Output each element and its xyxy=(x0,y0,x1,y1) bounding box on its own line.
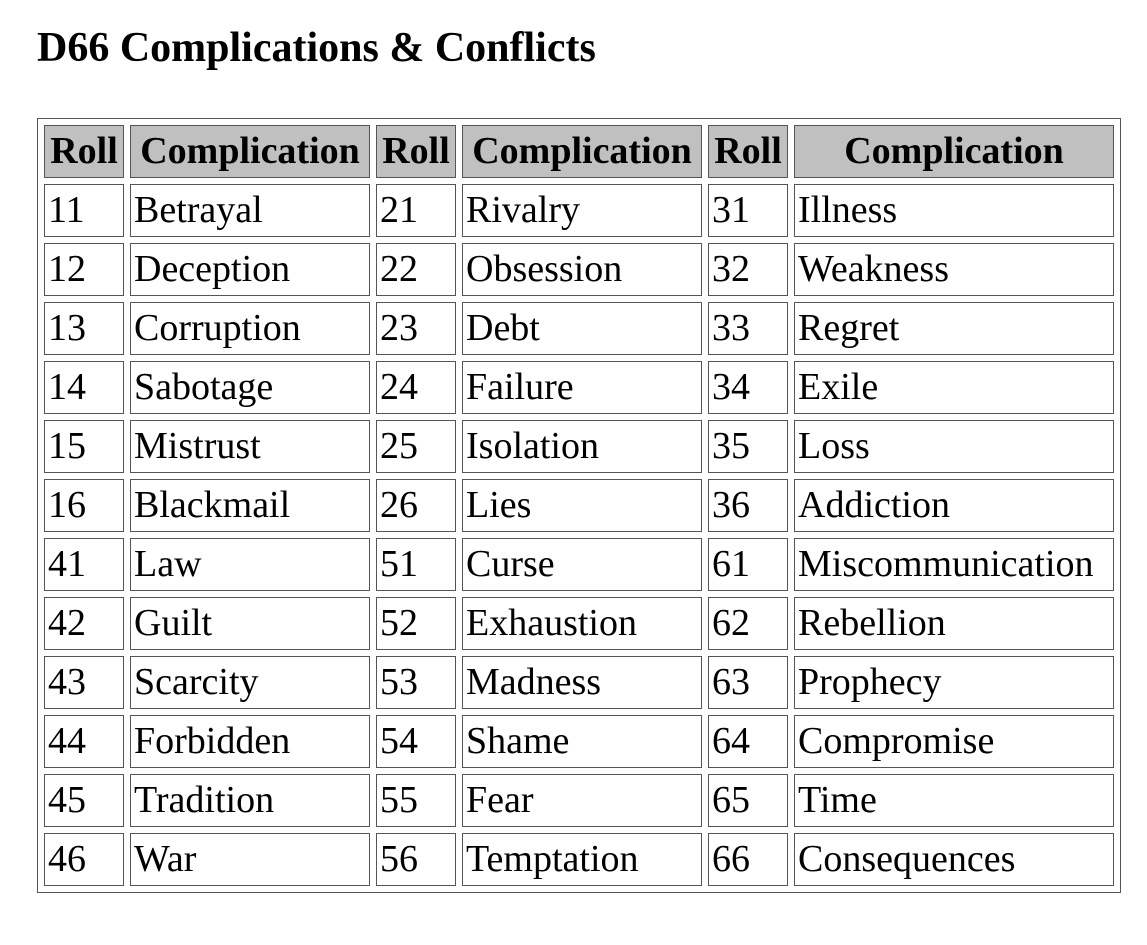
roll-cell: 16 xyxy=(44,479,124,532)
table-row xyxy=(44,597,1114,650)
complication-cell: Consequences xyxy=(794,833,1114,886)
complication-cell: Exile xyxy=(794,361,1114,414)
roll-cell: 45 xyxy=(44,774,124,827)
roll-cell: 43 xyxy=(44,656,124,709)
roll-cell: 44 xyxy=(44,715,124,768)
complication-cell: Compromise xyxy=(794,715,1114,768)
header-roll-2: Roll xyxy=(376,125,456,178)
complication-cell: Fear xyxy=(462,774,702,827)
roll-cell: 23 xyxy=(376,302,456,355)
roll-cell: 31 xyxy=(708,184,788,237)
complication-cell: Rivalry xyxy=(462,184,702,237)
complication-cell: Guilt xyxy=(130,597,370,650)
table-row xyxy=(44,656,1114,709)
table-row xyxy=(44,715,1114,768)
roll-cell: 11 xyxy=(44,184,124,237)
roll-cell: 62 xyxy=(708,597,788,650)
complication-cell: Obsession xyxy=(462,243,702,296)
roll-cell: 51 xyxy=(376,538,456,591)
complication-cell: Prophecy xyxy=(794,656,1114,709)
complication-cell: Madness xyxy=(462,656,702,709)
roll-cell: 52 xyxy=(376,597,456,650)
complication-cell: Corruption xyxy=(130,302,370,355)
roll-cell: 13 xyxy=(44,302,124,355)
table-row xyxy=(44,243,1114,296)
roll-cell: 14 xyxy=(44,361,124,414)
complication-cell: Regret xyxy=(794,302,1114,355)
roll-cell: 41 xyxy=(44,538,124,591)
table-row xyxy=(44,420,1114,473)
table-row xyxy=(44,479,1114,532)
header-complication-2: Complication xyxy=(462,125,702,178)
roll-cell: 55 xyxy=(376,774,456,827)
roll-cell: 63 xyxy=(708,656,788,709)
complication-cell: Curse xyxy=(462,538,702,591)
table-row xyxy=(44,833,1114,886)
table-header-row xyxy=(44,125,1114,178)
complication-cell: Scarcity xyxy=(130,656,370,709)
complication-cell: Tradition xyxy=(130,774,370,827)
complication-cell: Mistrust xyxy=(130,420,370,473)
table-row xyxy=(44,538,1114,591)
page-title: D66 Complications & Conflicts xyxy=(37,25,596,71)
roll-cell: 54 xyxy=(376,715,456,768)
roll-cell: 32 xyxy=(708,243,788,296)
complication-cell: Shame xyxy=(462,715,702,768)
roll-cell: 56 xyxy=(376,833,456,886)
roll-cell: 25 xyxy=(376,420,456,473)
roll-cell: 53 xyxy=(376,656,456,709)
header-complication-1: Complication xyxy=(130,125,370,178)
complication-cell: Miscommunication xyxy=(794,538,1114,591)
roll-cell: 34 xyxy=(708,361,788,414)
roll-cell: 22 xyxy=(376,243,456,296)
table-row xyxy=(44,184,1114,237)
complication-cell: Weakness xyxy=(794,243,1114,296)
complication-cell: Failure xyxy=(462,361,702,414)
roll-cell: 33 xyxy=(708,302,788,355)
roll-cell: 36 xyxy=(708,479,788,532)
roll-cell: 61 xyxy=(708,538,788,591)
table-row xyxy=(44,774,1114,827)
roll-cell: 26 xyxy=(376,479,456,532)
complication-cell: War xyxy=(130,833,370,886)
complication-cell: Law xyxy=(130,538,370,591)
roll-cell: 35 xyxy=(708,420,788,473)
complication-cell: Time xyxy=(794,774,1114,827)
complication-cell: Lies xyxy=(462,479,702,532)
complication-cell: Sabotage xyxy=(130,361,370,414)
roll-cell: 21 xyxy=(376,184,456,237)
complication-cell: Forbidden xyxy=(130,715,370,768)
roll-cell: 64 xyxy=(708,715,788,768)
complication-cell: Exhaustion xyxy=(462,597,702,650)
complication-cell: Blackmail xyxy=(130,479,370,532)
complication-cell: Loss xyxy=(794,420,1114,473)
complication-cell: Temptation xyxy=(462,833,702,886)
complication-cell: Debt xyxy=(462,302,702,355)
header-roll-3: Roll xyxy=(708,125,788,178)
roll-cell: 42 xyxy=(44,597,124,650)
roll-cell: 24 xyxy=(376,361,456,414)
header-complication-3: Complication xyxy=(794,125,1114,178)
d66-complications-table xyxy=(37,118,1121,893)
header-roll-1: Roll xyxy=(44,125,124,178)
complication-cell: Rebellion xyxy=(794,597,1114,650)
complication-cell: Addiction xyxy=(794,479,1114,532)
complication-cell: Isolation xyxy=(462,420,702,473)
roll-cell: 65 xyxy=(708,774,788,827)
complication-cell: Deception xyxy=(130,243,370,296)
table-row xyxy=(44,302,1114,355)
roll-cell: 66 xyxy=(708,833,788,886)
roll-cell: 46 xyxy=(44,833,124,886)
complication-cell: Illness xyxy=(794,184,1114,237)
complication-cell: Betrayal xyxy=(130,184,370,237)
roll-cell: 15 xyxy=(44,420,124,473)
table-row xyxy=(44,361,1114,414)
roll-cell: 12 xyxy=(44,243,124,296)
